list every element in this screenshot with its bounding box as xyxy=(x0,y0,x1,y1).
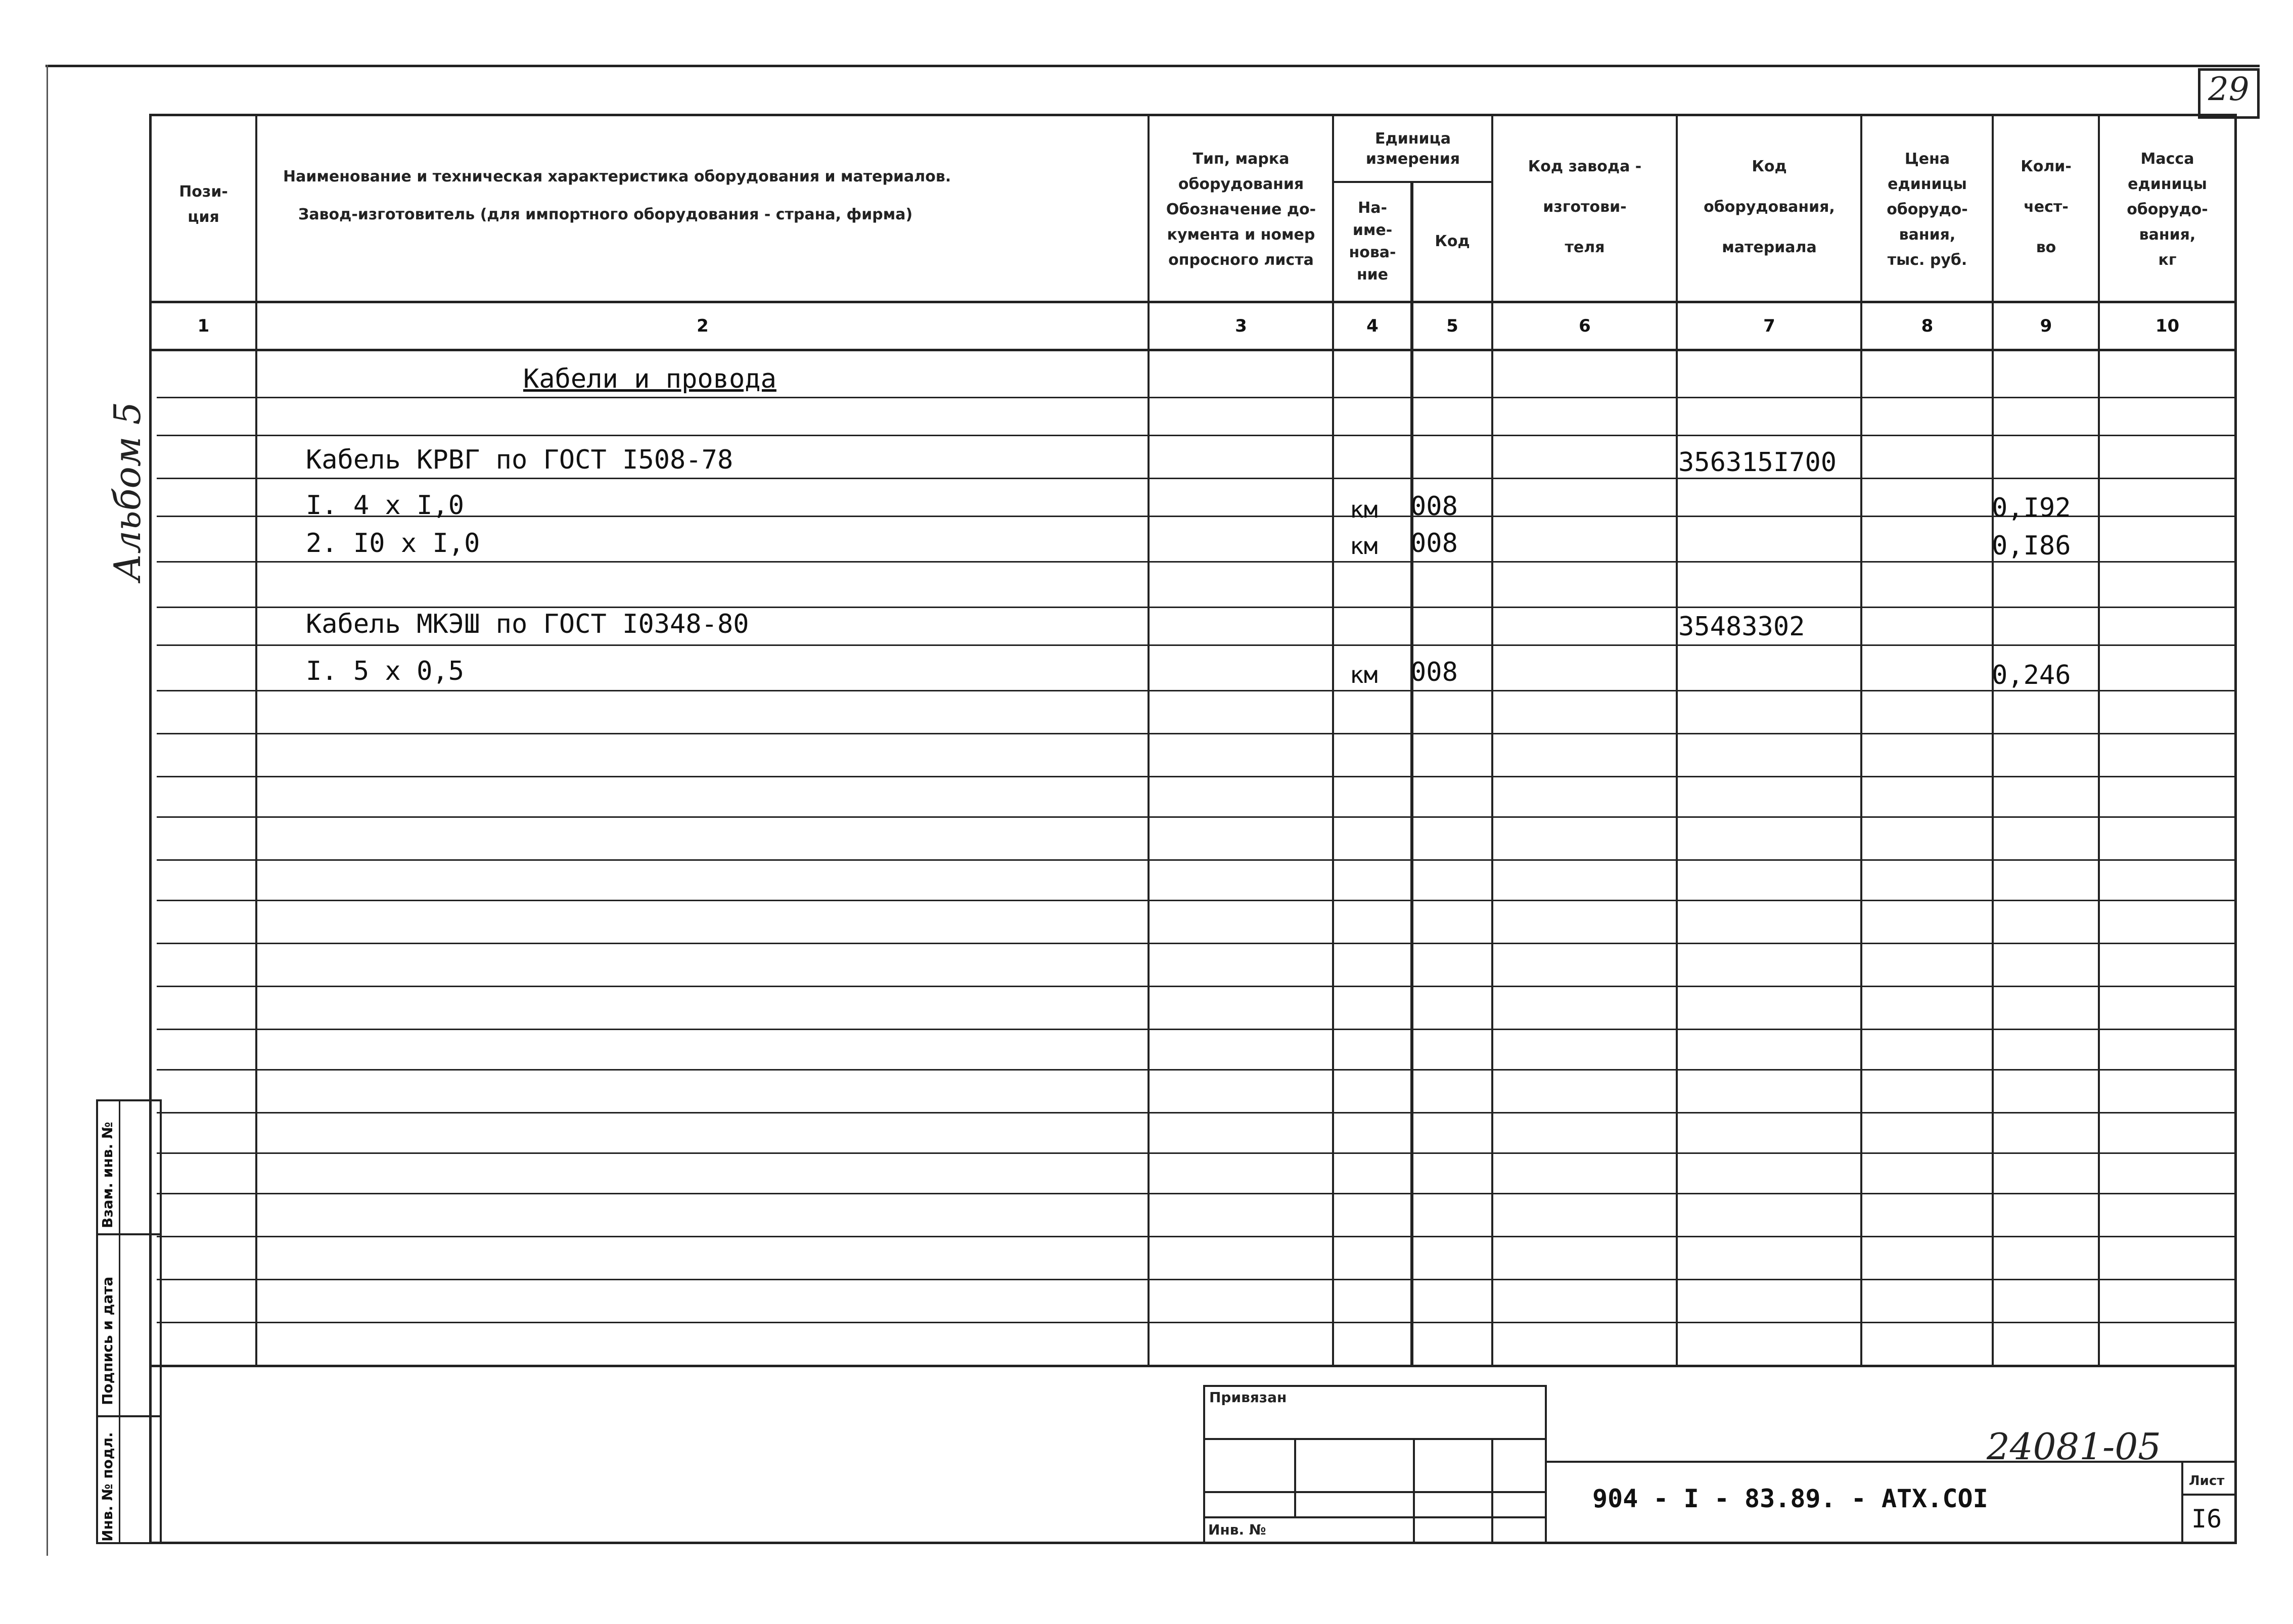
body-row-rule xyxy=(157,1112,2237,1113)
header-material-code-l3: материала xyxy=(1722,239,1817,256)
colnum-2: 2 xyxy=(697,316,709,336)
row-5-name: 2. I0 x I,0 xyxy=(306,528,480,559)
header-type-l3: Обозначение до- xyxy=(1166,201,1316,218)
body-row-rule xyxy=(157,1236,2237,1237)
body-row-rule xyxy=(157,607,2237,608)
col-divider-8 xyxy=(1992,114,1994,1367)
row-8-name: I. 5 x 0,5 xyxy=(306,656,465,686)
sheet-box-left xyxy=(2181,1461,2183,1544)
sheet-label: Лист xyxy=(2189,1473,2225,1489)
row-4-quantity: 0,I92 xyxy=(1992,493,2071,523)
header-material-code-l1: Код xyxy=(1752,158,1787,175)
header-quantity-l2: чест- xyxy=(2024,198,2069,216)
body-row-rule xyxy=(157,776,2237,777)
body-row-rule xyxy=(157,397,2237,398)
top-border-line xyxy=(45,65,2260,67)
col-divider-9 xyxy=(2098,114,2100,1367)
unit-group-line xyxy=(1332,181,1491,183)
header-price-l4: вания, xyxy=(1899,226,1956,244)
col-divider-1 xyxy=(255,114,257,1367)
header-unit-name xyxy=(1335,184,1410,298)
side-stamp-vzam: Взам. инв. № xyxy=(99,1122,116,1228)
header-price-l5: тыс. руб. xyxy=(1887,251,1967,269)
colnum-3: 3 xyxy=(1235,316,1247,336)
privyazan-block xyxy=(1203,1385,1547,1544)
colnum-10: 10 xyxy=(2155,316,2180,336)
sheet-number: I6 xyxy=(2191,1504,2222,1534)
colnum-6: 6 xyxy=(1579,316,1591,336)
album-label: Альбом 5 xyxy=(106,401,149,581)
header-position-l1: Пози- xyxy=(179,183,228,201)
row-1-name: Кабели и провода xyxy=(523,364,776,394)
body-row-rule xyxy=(157,478,2237,479)
header-factory-code-l1: Код завода - xyxy=(1528,158,1642,175)
header-bottom-line xyxy=(149,301,2237,303)
header-type xyxy=(1150,126,1332,293)
privyazan-line-3 xyxy=(1203,1516,1547,1518)
col-divider-4 xyxy=(1410,182,1413,1367)
row-4-unit: км xyxy=(1350,496,1378,523)
body-row-rule xyxy=(157,690,2237,691)
body-row-rule xyxy=(157,816,2237,818)
header-quantity xyxy=(1994,131,2098,283)
header-name-l1: Наименование и техническая характеристика оборудования и материалов. xyxy=(283,168,951,185)
body-row-rule xyxy=(157,1279,2237,1280)
side-stamp-podpis: Подпись и дата xyxy=(99,1276,116,1405)
row-3-material-code: 356315I700 xyxy=(1678,447,1837,478)
col-divider-7 xyxy=(1860,114,1862,1367)
colnum-bottom-line xyxy=(149,349,2237,351)
row-8-unit-code: 008 xyxy=(1410,657,1458,687)
header-unit-code-l1: Код xyxy=(1435,232,1470,250)
header-name xyxy=(283,152,1062,227)
header-position xyxy=(152,167,255,243)
body-row-rule xyxy=(157,1193,2237,1194)
colnum-1: 1 xyxy=(197,316,210,336)
side-stamp-line-2 xyxy=(96,1415,162,1417)
body-row-rule xyxy=(157,435,2237,436)
header-unit-name-l4: ние xyxy=(1356,265,1389,284)
header-unit-code xyxy=(1413,184,1491,298)
row-8-unit: км xyxy=(1350,661,1378,688)
left-margin-line xyxy=(47,65,48,1556)
header-material-code xyxy=(1678,131,1860,283)
body-row-rule xyxy=(157,1029,2237,1030)
header-factory-code-l2: изготови- xyxy=(1543,198,1627,216)
header-position-l2: ция xyxy=(188,208,219,226)
header-factory-code xyxy=(1494,131,1676,283)
header-type-l5: опросного листа xyxy=(1168,251,1314,269)
colnum-5: 5 xyxy=(1446,316,1458,336)
header-factory-code-l3: теля xyxy=(1565,239,1605,256)
header-unit-name-l3: нова- xyxy=(1349,243,1396,261)
privyazan-vline-3 xyxy=(1491,1438,1493,1544)
side-stamp-inv-podl: Инв. № подл. xyxy=(99,1432,116,1542)
privyazan-label: Привязан xyxy=(1209,1389,1287,1406)
side-stamp-line-1 xyxy=(96,1233,162,1235)
body-row-rule xyxy=(157,943,2237,944)
header-price-l1: Цена xyxy=(1904,150,1950,168)
row-4-name: I. 4 x I,0 xyxy=(306,490,465,521)
header-type-l1: Тип, марка xyxy=(1193,150,1290,168)
header-mass-l3: оборудо- xyxy=(2127,201,2208,218)
col-divider-6 xyxy=(1676,114,1678,1367)
row-5-unit-code: 008 xyxy=(1410,528,1458,559)
body-row-rule xyxy=(157,1322,2237,1323)
side-stamp-divider xyxy=(119,1099,120,1544)
header-type-l4: кумента и номер xyxy=(1167,226,1315,244)
body-row-rule xyxy=(157,900,2237,901)
body-row-rule xyxy=(157,733,2237,734)
privyazan-line-1 xyxy=(1203,1438,1547,1440)
header-quantity-l1: Коли- xyxy=(2021,158,2072,175)
header-name-l2: Завод-изготовитель (для импортного оборудования - страна, фирма) xyxy=(298,206,913,223)
header-type-l2: оборудования xyxy=(1178,175,1304,193)
header-mass xyxy=(2100,126,2234,293)
privyazan-vline-1 xyxy=(1294,1438,1296,1516)
col-divider-5 xyxy=(1491,114,1493,1367)
header-unit-name-l1: На- xyxy=(1358,199,1387,217)
colnum-8: 8 xyxy=(1921,316,1934,336)
row-7-name: Кабель МКЭШ по ГОСТ I0348-80 xyxy=(306,609,749,639)
page-number: 29 xyxy=(2208,71,2250,108)
body-row-rule xyxy=(157,986,2237,987)
body-row-rule xyxy=(157,1152,2237,1154)
header-mass-l4: вания, xyxy=(2139,226,2196,244)
header-mass-l1: Масса xyxy=(2140,150,2194,168)
row-8-quantity: 0,246 xyxy=(1992,660,2071,690)
body-row-rule xyxy=(157,561,2237,563)
header-unit-group-l2: измерения xyxy=(1365,150,1460,168)
colnum-9: 9 xyxy=(2040,316,2052,336)
body-row-rule xyxy=(157,1069,2237,1071)
privyazan-vline-2 xyxy=(1413,1438,1415,1544)
col-divider-2 xyxy=(1148,114,1150,1367)
header-price xyxy=(1863,126,1992,293)
colnum-4: 4 xyxy=(1366,316,1379,336)
row-5-unit: км xyxy=(1350,532,1378,560)
header-quantity-l3: во xyxy=(2036,239,2056,256)
header-mass-l2: единицы xyxy=(2128,175,2207,193)
col-divider-3 xyxy=(1332,114,1334,1367)
row-3-name: Кабель КРВГ по ГОСТ I508-78 xyxy=(306,445,733,475)
doc-code: 904 - I - 83.89. - АТХ.СОI xyxy=(1592,1484,1988,1513)
colnum-7: 7 xyxy=(1763,316,1775,336)
row-5-quantity: 0,I86 xyxy=(1992,531,2071,561)
header-unit-name-l2: име- xyxy=(1352,221,1393,239)
sheet-box-divider xyxy=(2181,1494,2237,1496)
body-row-rule xyxy=(157,516,2237,517)
header-price-l3: оборудо- xyxy=(1887,201,1968,218)
header-unit-group-l1: Единица xyxy=(1375,130,1451,148)
row-7-material-code: 35483302 xyxy=(1678,612,1805,642)
header-material-code-l2: оборудования, xyxy=(1704,198,1835,216)
privyazan-line-2 xyxy=(1203,1491,1547,1493)
project-number: 24081-05 xyxy=(1987,1425,2161,1468)
header-mass-l5: кг xyxy=(2158,251,2177,269)
header-price-l2: единицы xyxy=(1888,175,1967,193)
body-row-rule xyxy=(157,644,2237,646)
header-unit-group xyxy=(1335,121,1491,177)
body-row-rule xyxy=(157,859,2237,861)
inv-no-label: Инв. № xyxy=(1208,1521,1266,1538)
title-block-top xyxy=(149,1365,2237,1367)
row-4-unit-code: 008 xyxy=(1410,491,1458,522)
